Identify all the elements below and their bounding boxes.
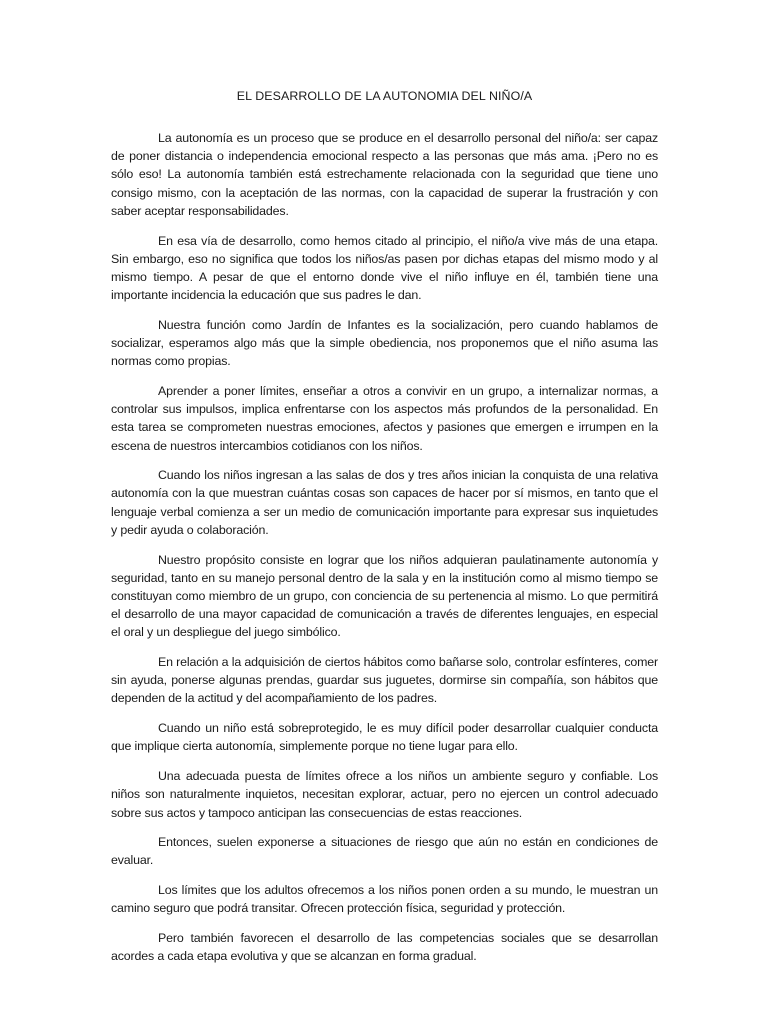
paragraph-habits: En relación a la adquisición de ciertos hábitos como bañarse solo, controlar esfínteres, comer sin ayuda, ponerse algunas prendas, guardar sus juguetes, dormirse sin compañía, son hábitos que dependen de la actitud y del acompañamiento de los padres.: [111, 655, 658, 706]
paragraph-risk-situations: Entonces, suelen exponerse a situaciones de riesgo que aún no están en condiciones de evaluar.: [111, 835, 658, 868]
paragraph-overprotection: Cuando un niño está sobreprotegido, le es muy difícil poder desarrollar cualquier conducta que implique cierta autonomía, simplemente porque no tiene lugar para ello.: [111, 721, 658, 754]
document-title: EL DESARROLLO DE LA AUTONOMIA DEL NIÑO/A: [236, 89, 533, 103]
paragraph-socialization: Nuestra función como Jardín de Infantes es la socialización, pero cuando hablamos de socializar, esperamos algo más que la simple obediencia, nos proponemos que el niño asuma las normas como propias.: [111, 317, 658, 369]
paragraph-safe-environment: Una adecuada puesta de límites ofrece a los niños un ambiente seguro y confiable. Los niños son naturalmente inquietos, necesitan explorar, actuar, pero no ejercen un control adecuado sobre sus actos y tampoco anticipan las consecuencias de estas reacciones.: [111, 769, 658, 820]
paragraph-limits-order: Los límites que los adultos ofrecemos a los niños ponen orden a su mundo, le muestran un camino seguro que podrá transitar. Ofrecen protección física, seguridad y protección.: [111, 883, 658, 916]
paragraph-development-stages: En esa vía de desarrollo, como hemos citado al principio, el niño/a vive más de una etapa. Sin embargo, eso no significa que todos los niños/as pasen por dichas etapas del mismo modo y al mismo tiempo. A pesar de que el entorno donde vive el niño influye en él, también tiene una importante incidencia la educación que sus padres le dan.: [111, 233, 658, 303]
paragraph-setting-limits: Aprender a poner límites, enseñar a otros a convivir en un grupo, a internalizar normas, a controlar sus impulsos, implica enfrentarse con los aspectos más profundos de la personalidad. En esta tarea se comprometen nuestras emociones, afectos y pasiones que emergen e irrumpen en la escena de nuestros intercambios cotidianos con los niños.: [111, 383, 658, 453]
paragraph-purpose: Nuestro propósito consiste en lograr que los niños adquieran paulatinamente autonomía y seguridad, tanto en su manejo personal dentro de la sala y en la institución como al mismo tiempo se constituyan como miembro de un grupo, con conciencia de su pertenencia al mismo. Lo que permitirá el desarrollo de una mayor capacidad de comunicación a través de diferentes lenguajes, en especial el oral y un despliegue del juego simbólico.: [111, 552, 658, 640]
paragraph-social-competencies: Pero también favorecen el desarrollo de las competencias sociales que se desarrollan acordes a cada etapa evolutiva y que se alcanzan en forma gradual.: [111, 931, 658, 964]
paragraph-autonomy-definition: La autonomía es un proceso que se produce en el desarrollo personal del niño/a: ser capaz de poner distancia o independencia emocional respecto a las personas que más ama. ¡Pero no es sólo eso! La autonomía también está estrechamente relacionada con la seguridad que tiene uno consigo mismo, con la aceptación de las normas, con la capacidad de superar la frustración y con saber aceptar responsabilidades.: [111, 131, 658, 218]
paragraph-relative-autonomy: Cuando los niños ingresan a las salas de dos y tres años inician la conquista de una relativa autonomía con la que muestran cuántas cosas son capaces de hacer por sí mismos, en tanto que el lenguaje verbal comienza a ser un medio de comunicación importante para expresar sus inquietudes y pedir ayuda o colaboración.: [111, 468, 658, 537]
